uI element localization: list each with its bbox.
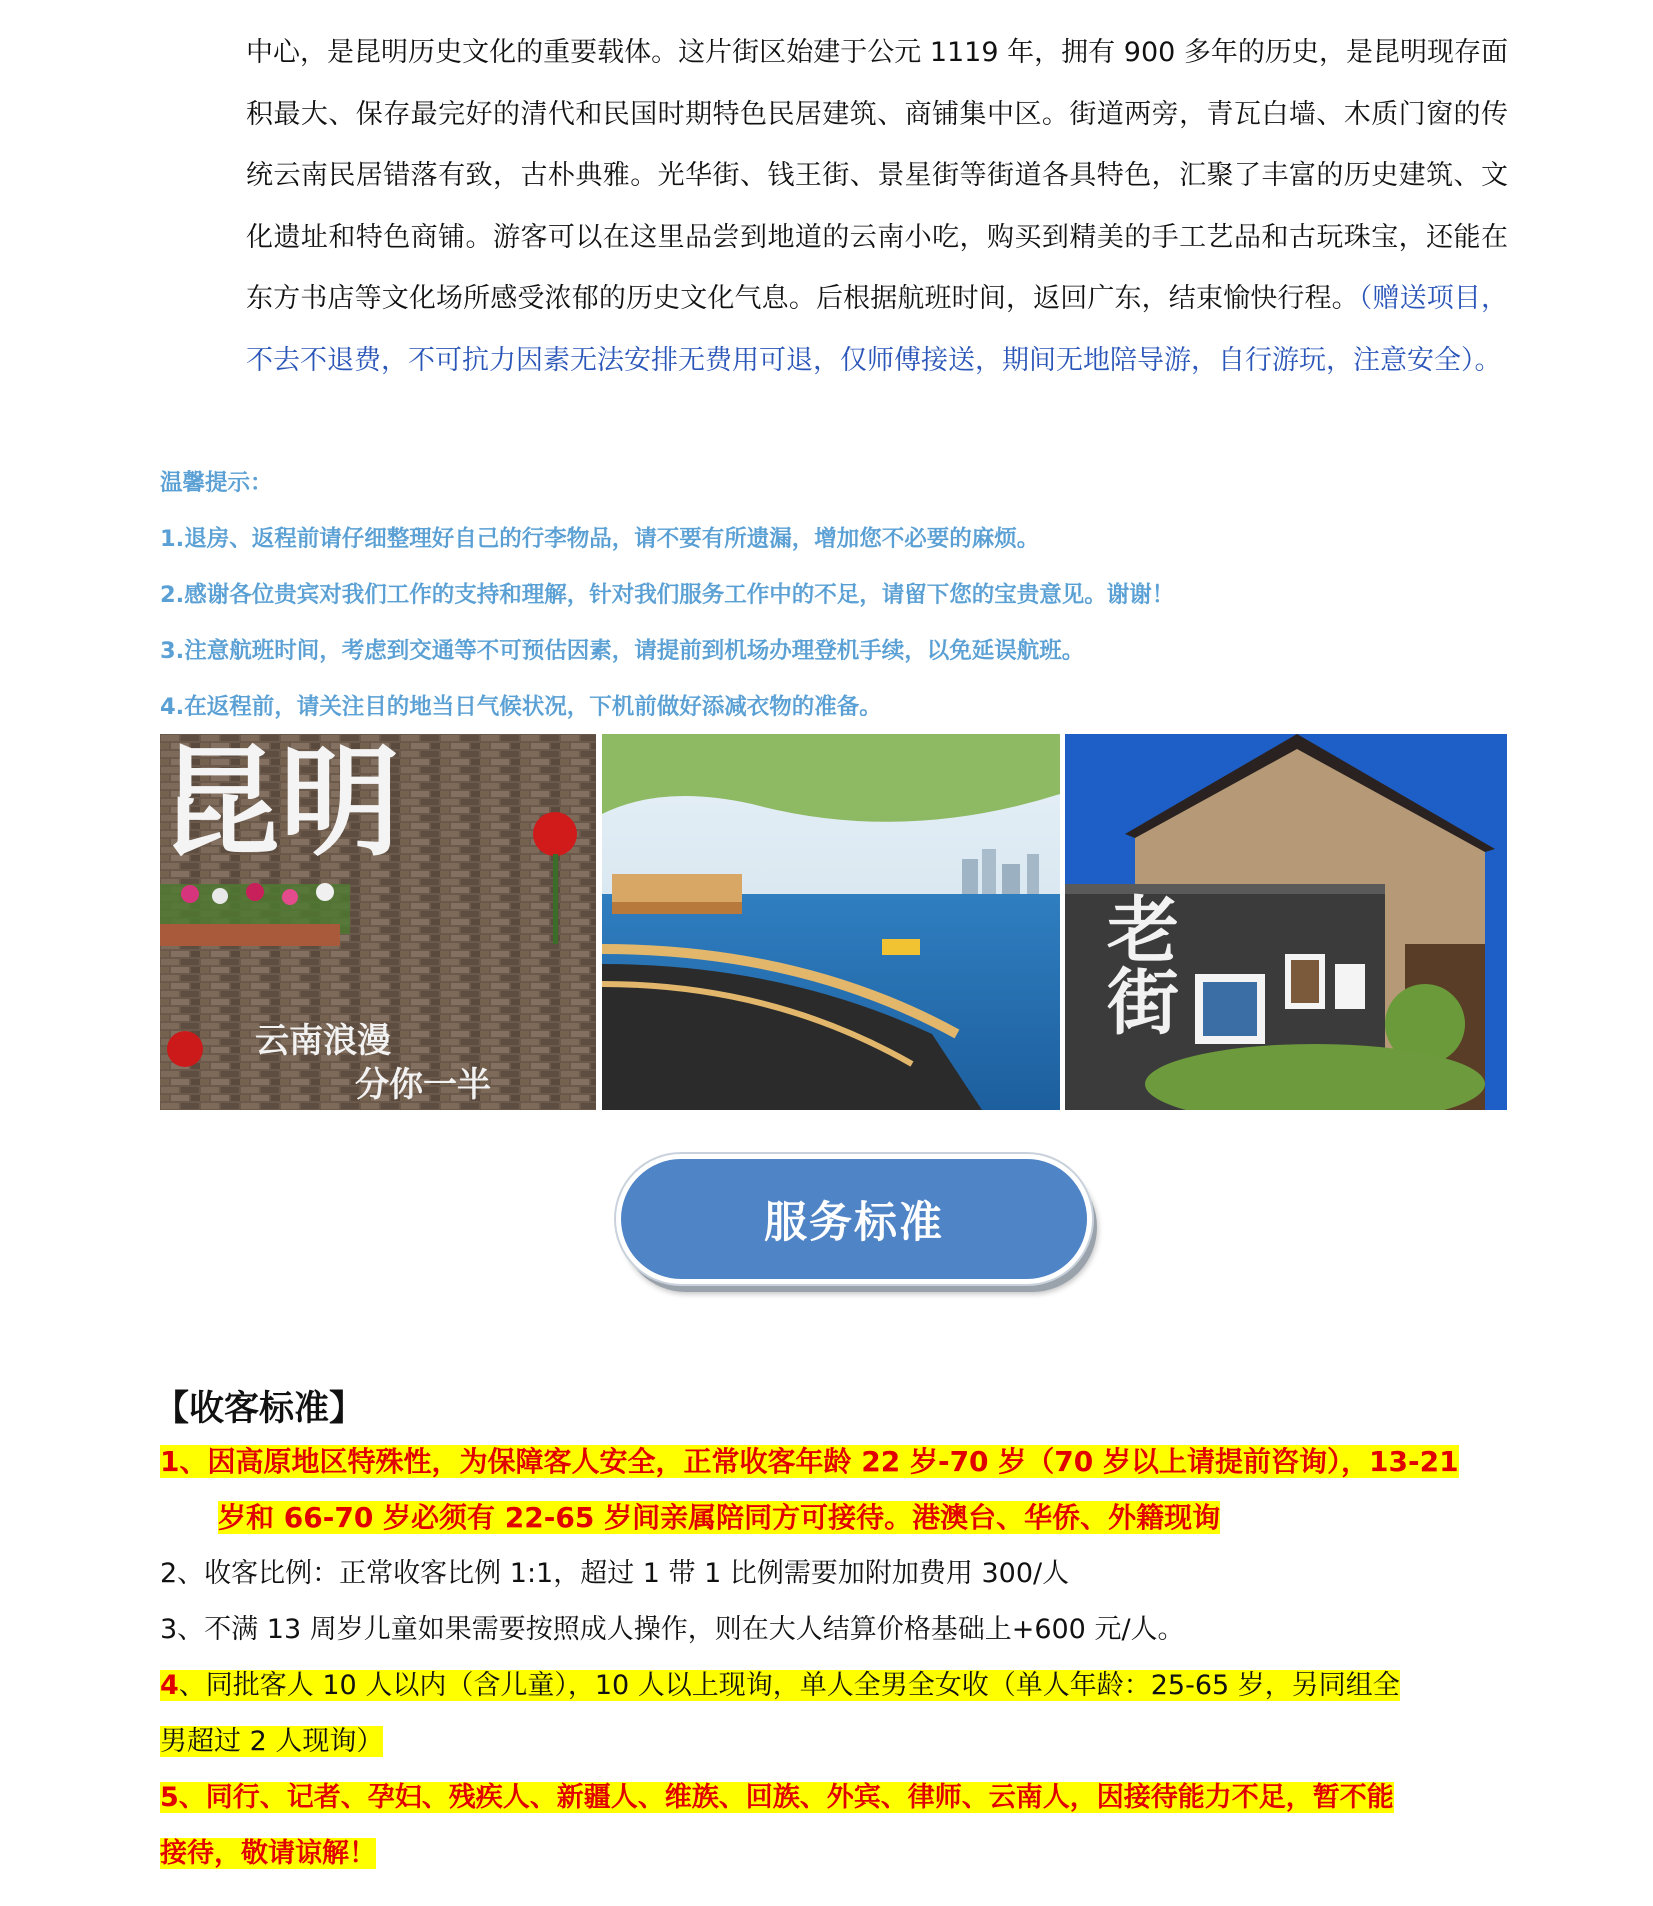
standard-item-4-line-2: 男超过 2 人现询） xyxy=(160,1726,384,1757)
photo-strip xyxy=(160,734,1507,1110)
standard-item-3-text: 3、不满 13 周岁儿童如果需要按照成人操作，则在大人结算价格基础上+600 元/人。 xyxy=(160,1614,1185,1645)
old-street-photo xyxy=(1065,734,1507,1110)
standard-item-1-cont xyxy=(160,1490,1510,1546)
lake-photo xyxy=(602,734,1060,1110)
old-street-sign: 老街 xyxy=(1095,892,1179,1036)
service-standard-banner xyxy=(612,1150,1102,1295)
standard-title: 【收客标准】 xyxy=(154,1389,365,1429)
standard-item-4-line-1: 、同批客人 10 人以内（含儿童），10 人以上现询，单人全男全女收（单人年龄：25-65 岁，另同组全 xyxy=(178,1670,1400,1701)
tip-item: 2.感谢各位贵宾对我们工作的支持和理解，针对我们服务工作中的不足，请留下您的宝贵意见。谢谢！ xyxy=(160,582,1175,608)
kunming-wall-photo xyxy=(160,734,596,1110)
booking-standard xyxy=(154,1384,1510,1882)
romance-line-1: 云南浪漫 xyxy=(255,1021,391,1061)
standard-item-4-number: 4 xyxy=(160,1670,179,1701)
standard-item-4 xyxy=(160,1658,1510,1714)
standard-item-1-line-2: 岁和 66-70 岁必须有 22-65 岁间亲属陪同方可接待。港澳台、华侨、外籍现询 xyxy=(218,1501,1221,1534)
kunming-text: 昆明 xyxy=(160,734,400,873)
tip-item: 1.退房、返程前请仔细整理好自己的行李物品，请不要有所遗漏，增加您不必要的麻烦。 xyxy=(160,526,1040,552)
standard-item-1-line-1: 1、因高原地区特殊性，为保障客人安全，正常收客年龄 22 岁-70 岁（70 岁以上请提前咨询），13-21 xyxy=(160,1445,1459,1478)
standard-item-5-line-2: 接待，敬请谅解！ xyxy=(160,1838,376,1869)
itinerary-text: 中心，是昆明历史文化的重要载体。这片街区始建于公元 1119 年，拥有 900 多年的历史，是昆明现存面积最大、保存最完好的清代和民国时期特色民居建筑、商铺集中区。街道两旁，青瓦白墙、木质门窗的传统云南民居错落有致，古朴典雅。光华街、钱王街、景星街等街道各具特色，汇聚了丰富的历史建筑、文化遗址和特色商铺。游客可以在这里品尝到地道的云南小吃，购买到精美的手工艺品和古玩珠宝，还能在东方书店等文化场所感受浓郁的历史文化气息。后根据航班时间，返回广东，结束愉快行程。 xyxy=(246,37,1508,314)
standard-item-1 xyxy=(160,1434,1510,1490)
tips-heading: 温馨提示： xyxy=(160,470,273,496)
tip-item: 3.注意航班时间，考虑到交通等不可预估因素，请提前到机场办理登机手续，以免延误航班。 xyxy=(160,638,1085,664)
tip-item: 4.在返程前，请关注目的地当日气候状况，下机前做好添减衣物的准备。 xyxy=(160,694,882,720)
standard-item-2 xyxy=(160,1546,1510,1602)
itinerary-paragraph xyxy=(246,22,1508,391)
warm-tips xyxy=(160,455,1460,735)
service-standard-button[interactable]: 服务标准 xyxy=(616,1154,1092,1284)
standard-item-5 xyxy=(160,1770,1510,1826)
romance-line-2: 分你一半 xyxy=(355,1065,491,1105)
standard-item-3 xyxy=(160,1602,1510,1658)
standard-item-2-text: 2、收客比例：正常收客比例 1:1，超过 1 带 1 比例需要加附加费用 300/人 xyxy=(160,1558,1070,1589)
standard-item-4-cont xyxy=(160,1714,1510,1770)
standard-item-5-cont xyxy=(160,1826,1510,1882)
itinerary-note: （赠送项目，不去不退费，不可抗力因素无法安排无费用可退，仅师傅接送，期间无地陪导游，自行游玩，注意安全）。 xyxy=(246,283,1509,376)
standard-item-5-line-1: 5、同行、记者、孕妇、残疾人、新疆人、维族、回族、外宾、律师、云南人，因接待能力不足，暂不能 xyxy=(160,1782,1394,1813)
